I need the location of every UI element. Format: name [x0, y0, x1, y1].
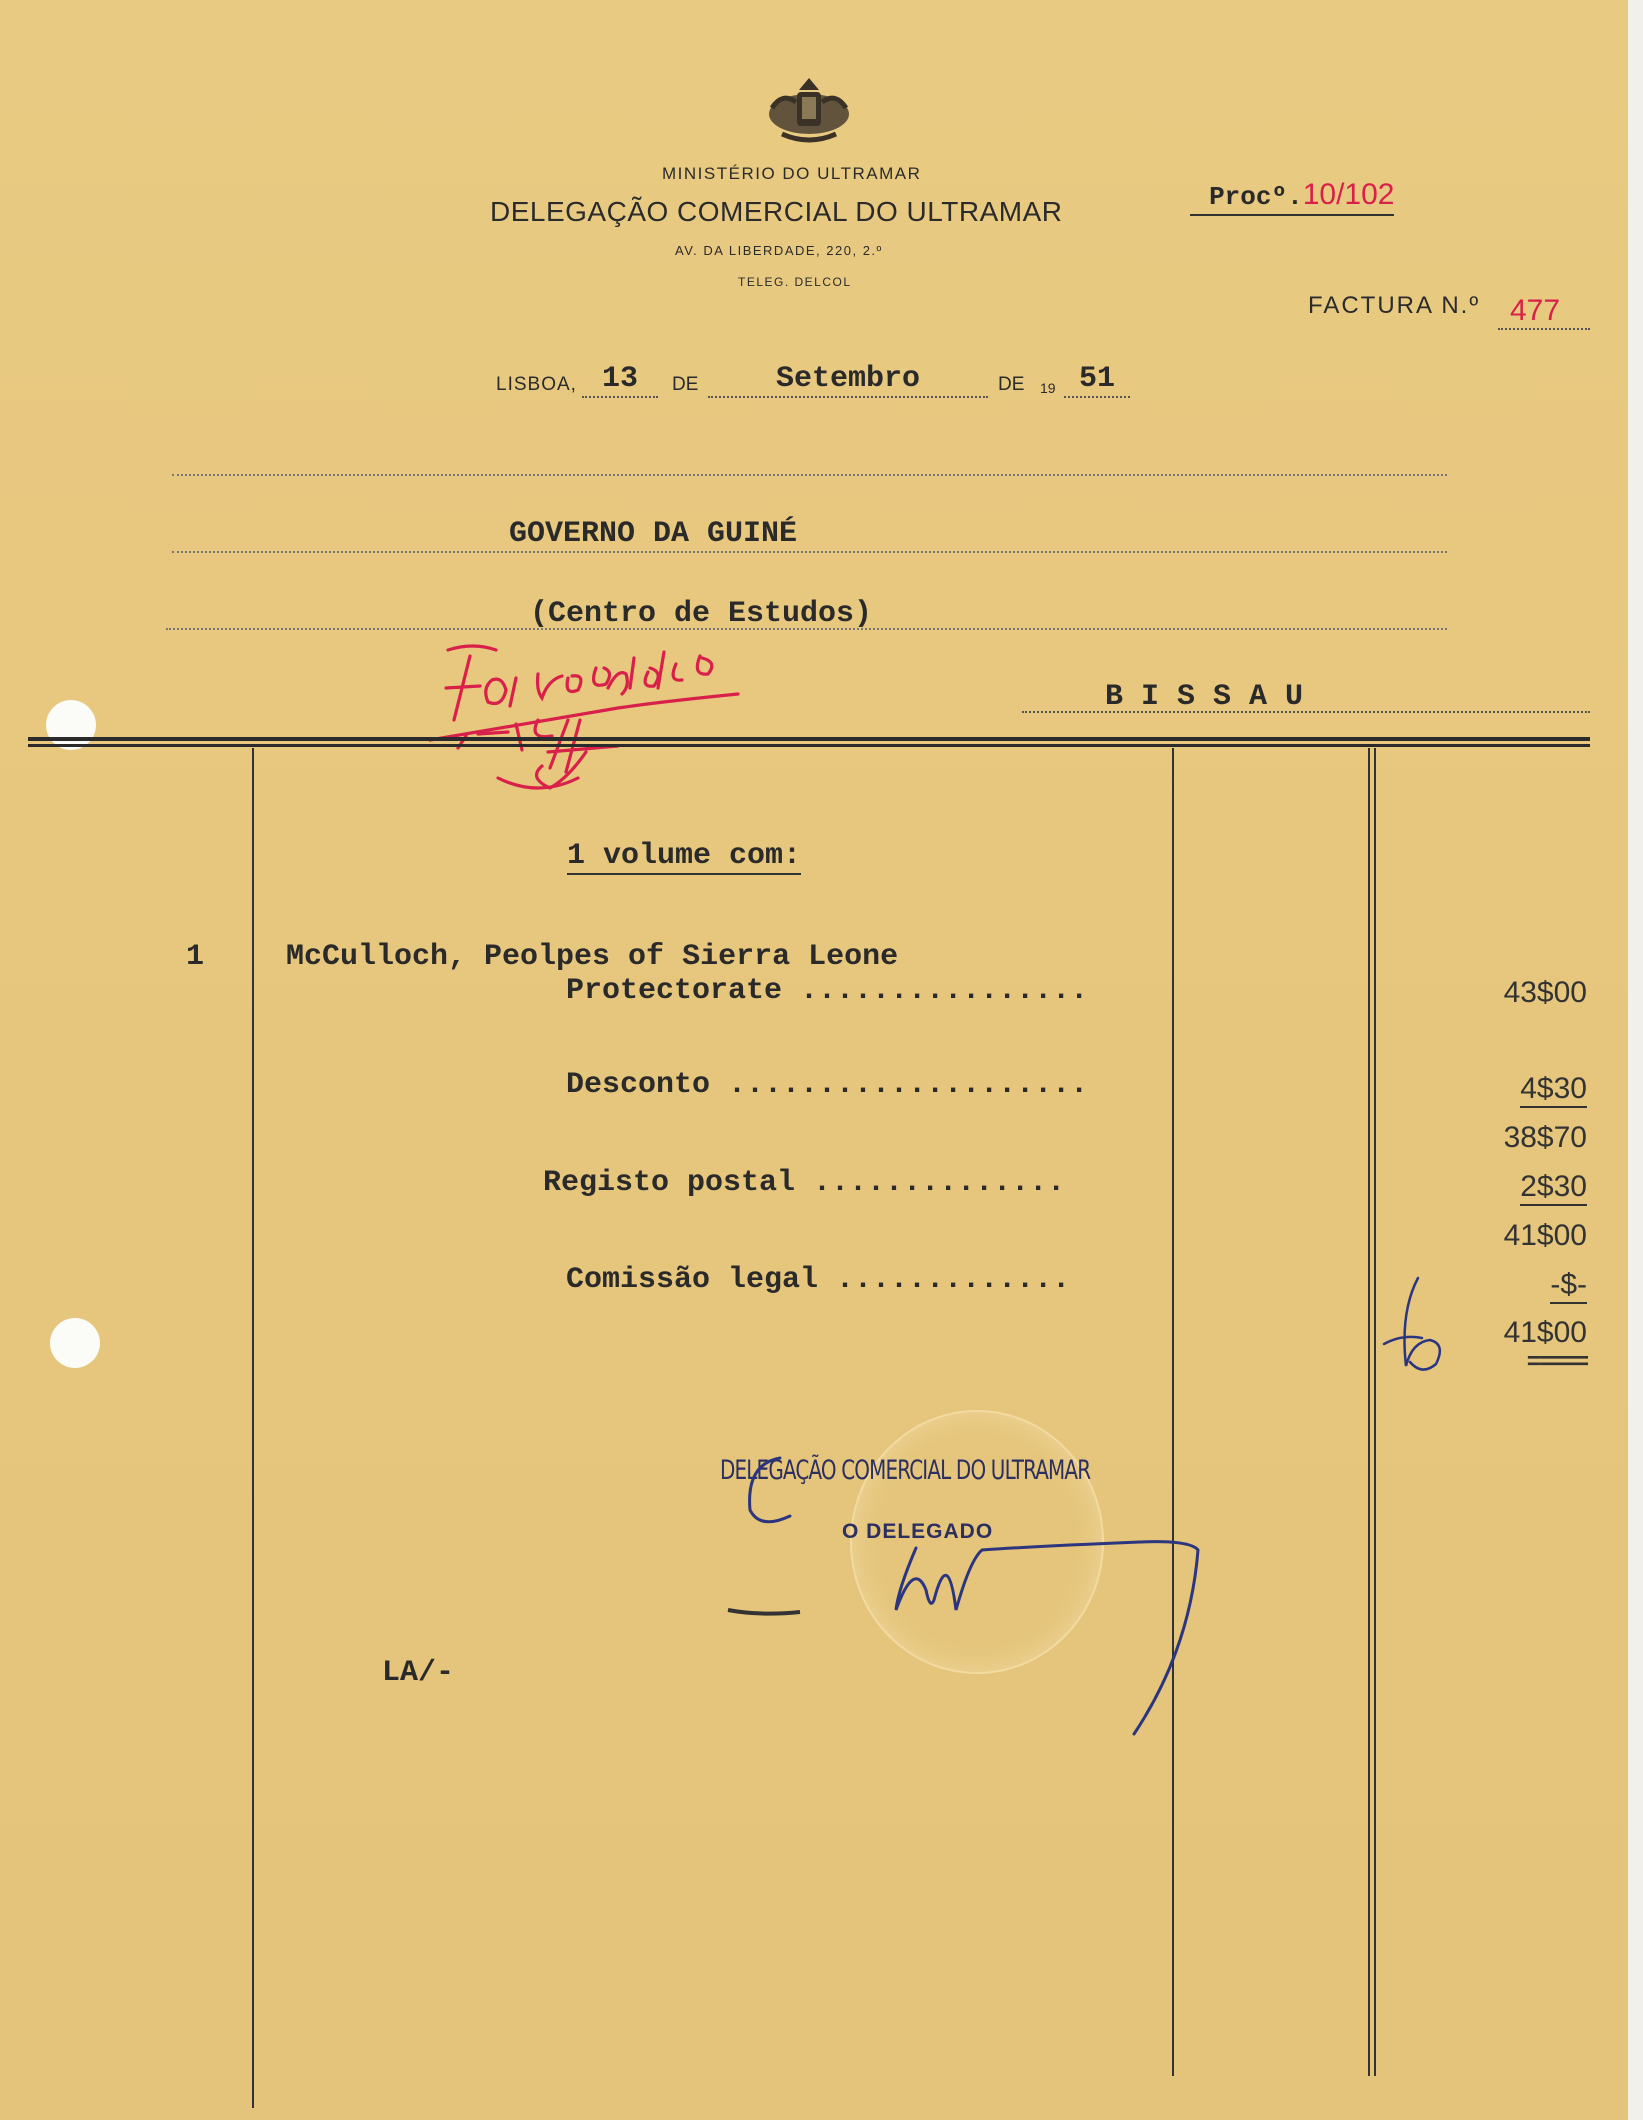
amount-price: 43$00 — [1503, 976, 1587, 1009]
item-title-line-2: Protectorate ................ — [566, 974, 1089, 1008]
table-top-rule-2 — [28, 744, 1590, 747]
office-stamp-line-1: DELEGAÇÃO COMERCIAL DO ULTRAMAR — [720, 1455, 1091, 1486]
punch-hole-top — [46, 700, 96, 750]
ministry-name: MINISTÉRIO DO ULTRAMAR — [662, 164, 922, 183]
recipient-dept: (Centro de Estudos) — [530, 597, 873, 631]
date-de-2: DE — [998, 374, 1025, 395]
column-line-1 — [252, 748, 254, 2108]
date-de-1: DE — [672, 374, 699, 395]
red-handwritten-note — [418, 628, 778, 818]
invoice-label: FACTURA N.º — [1308, 292, 1481, 319]
column-line-3b — [1374, 748, 1376, 2076]
office-name: DELEGAÇÃO COMERCIAL DO ULTRAMAR — [490, 196, 1063, 227]
address-line-2 — [172, 551, 1447, 553]
invoice-number: 477 — [1498, 294, 1590, 330]
city-dotted-line — [1022, 711, 1590, 713]
column-line-3a — [1368, 748, 1370, 2076]
column-line-2 — [1172, 748, 1174, 2076]
address-line-1 — [172, 474, 1447, 476]
commission-row: Comissão legal ............. — [566, 1263, 1071, 1297]
amount-postage: 2$30 — [1520, 1170, 1587, 1206]
item-quantity: 1 — [186, 940, 205, 974]
office-stamp-line-2: O DELEGADO — [842, 1520, 994, 1543]
handwritten-initial — [1382, 1272, 1456, 1384]
signature — [720, 1450, 1220, 1740]
date-year: 51 — [1064, 362, 1130, 398]
coat-of-arms-icon — [762, 72, 856, 148]
process-number — [1190, 142, 1394, 216]
typist-initials: LA/- — [382, 1656, 455, 1690]
date-century: 19 — [1040, 380, 1056, 396]
postage-row: Registo postal .............. — [543, 1166, 1066, 1200]
process-value: 10/102 — [1302, 178, 1395, 211]
recipient-city: B I S S A U — [1105, 680, 1304, 714]
item-title-line-1: McCulloch, Peolpes of Sierra Leone — [286, 940, 899, 974]
amount-total-rule: ===== — [1526, 1348, 1587, 1375]
date-day: 13 — [582, 362, 658, 398]
amount-subtotal-2: 41$00 — [1503, 1219, 1587, 1252]
amount-total: 41$00 — [1503, 1316, 1587, 1349]
volume-heading: 1 volume com: — [567, 839, 802, 873]
paper-edge — [1628, 0, 1643, 2120]
punch-hole-bottom — [50, 1318, 100, 1368]
discount-row: Desconto .................... — [566, 1068, 1089, 1102]
commission-label: Comissão legal — [566, 1263, 819, 1297]
recipient-name: GOVERNO DA GUINÉ — [509, 517, 798, 551]
date-month: Setembro — [708, 362, 988, 398]
discount-label: Desconto — [566, 1068, 711, 1102]
date-city: LISBOA, — [496, 374, 577, 395]
office-telegraph: TELEG. DELCOL — [738, 275, 852, 289]
amount-commission: -$- — [1550, 1268, 1587, 1304]
item-title-protectorate: Protectorate — [566, 974, 783, 1008]
amount-discount: 4$30 — [1520, 1072, 1587, 1108]
postage-label: Registo postal — [543, 1166, 796, 1200]
office-address: AV. DA LIBERDADE, 220, 2.º — [675, 243, 883, 258]
table-top-rule — [28, 737, 1590, 741]
amount-subtotal-1: 38$70 — [1503, 1121, 1587, 1154]
process-label: Procº. — [1209, 182, 1303, 212]
